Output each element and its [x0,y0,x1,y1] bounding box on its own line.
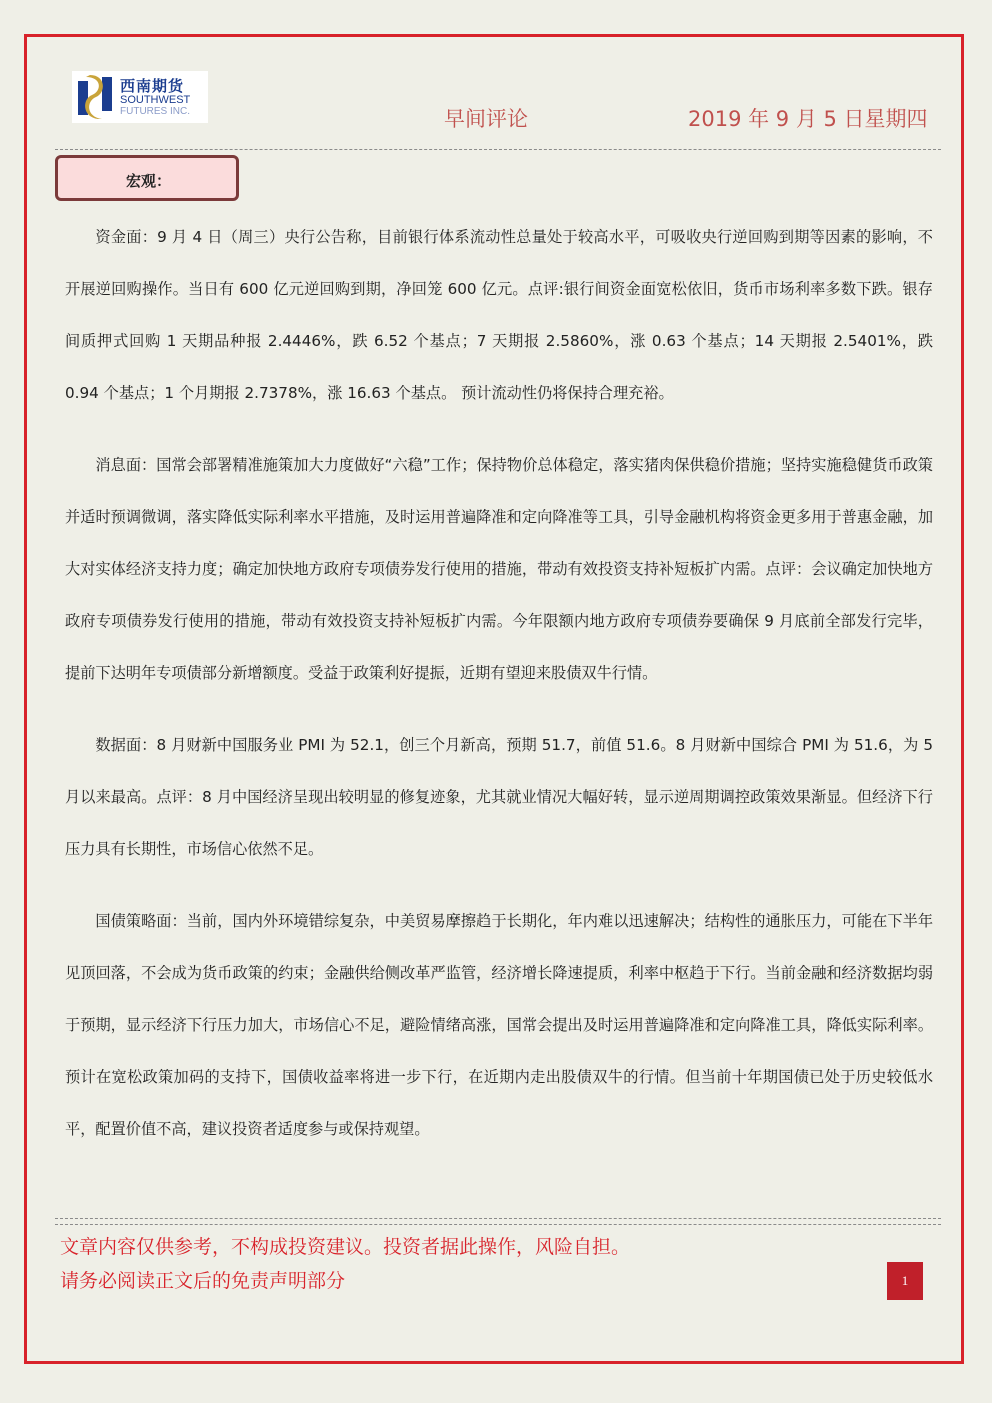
logo-english-subname: FUTURES INC. [120,106,190,117]
report-title: 早间评论 [444,107,528,131]
page-number: 1 [887,1262,923,1300]
report-body [65,211,933,1175]
disclaimer-line: 文章内容仅供参考，不构成投资建议。投资者据此操作，风险自担。 [60,1236,631,1258]
paragraph-bond-strategy: 国债策略面：当前，国内外环境错综复杂，中美贸易摩擦趋于长期化，年内难以迅速解决；结构性的通胀压力，可能在下半年见顶回落，不会成为货币政策的约束；金融供给侧改革严监管，经济增长降速提质，利率中枢趋于下行。当前金融和经济数据均弱于预期，显示经济下行压力加大，市场信心不足，避险情绪高涨，国常会提出及时运用普遍降准和定向降准工具，降低实际利率。预计在宽松政策加码的支持下，国债收益率将进一步下行，在近期内走出股债双牛的行情。但当前十年期国债已处于历史较低水平，配置价值不高，建议投资者适度参与或保持观望。 [65,912,933,1138]
section-heading: 宏观： [126,172,172,190]
disclaimer-notice-line: 请务必阅读正文后的免责声明部分 [60,1270,346,1292]
report-date: 2019 年 9 月 5 日星期四 [688,107,928,131]
paragraph-data: 数据面：8 月财新中国服务业 PMI 为 52.1，创三个月新高，预期 51.7，前值 51.6。8 月财新中国综合 PMI 为 51.6，为 5 月以来最高。点评：8 月中国经济呈现出较明显的修复迹象，尤其就业情况大幅好转，显示逆周期调控政策效果渐显。但经济下行压力具有长期性，市场信心依然不足。 [65,736,933,858]
company-logo [72,71,208,123]
paragraph-liquidity: 资金面：9 月 4 日（周三）央行公告称，目前银行体系流动性总量处于较高水平，可吸收央行逆回购到期等因素的影响，不开展逆回购操作。当日有 600 亿元逆回购到期，净回笼 600 亿元。点评:银行间资金面宽松依旧，货币市场利率多数下跌。银存间质押式回购 1 天期品种报 2.4446%，跌 6.52 个基点；7 天期报 2.5860%，涨 0.63 个基点；14 天期报 2.5401%，跌 0.94 个基点；1 个月期报 2.7378%，涨 16.63 个基点。 预计流动性仍将保持合理充裕。 [65,228,933,402]
footer-divider-2 [55,1224,941,1225]
paragraph-news: 消息面：国常会部署精准施策加大力度做好“六稳”工作；保持物价总体稳定，落实猪肉保供稳价措施；坚持实施稳健货币政策并适时预调微调，落实降低实际利率水平措施，及时运用普遍降准和定向降准等工具，引导金融机构将资金更多用于普惠金融，加大对实体经济支持力度；确定加快地方政府专项债券发行使用的措施，带动有效投资支持补短板扩内需。点评：会议确定加快地方政府专项债券发行使用的措施，带动有效投资支持补短板扩内需。今年限额内地方政府专项债券要确保 9 月底前全部发行完毕，提前下达明年专项债部分新增额度。受益于政策利好提振，近期有望迎来股债双牛行情。 [65,456,933,682]
header-divider [55,149,941,150]
logo-english-name: SOUTHWEST [120,94,191,106]
logo-chinese-name: 西南期货 [120,77,185,95]
footer-divider [55,1218,941,1219]
logo-emblem-icon [76,73,116,121]
section-heading-box [55,155,239,201]
